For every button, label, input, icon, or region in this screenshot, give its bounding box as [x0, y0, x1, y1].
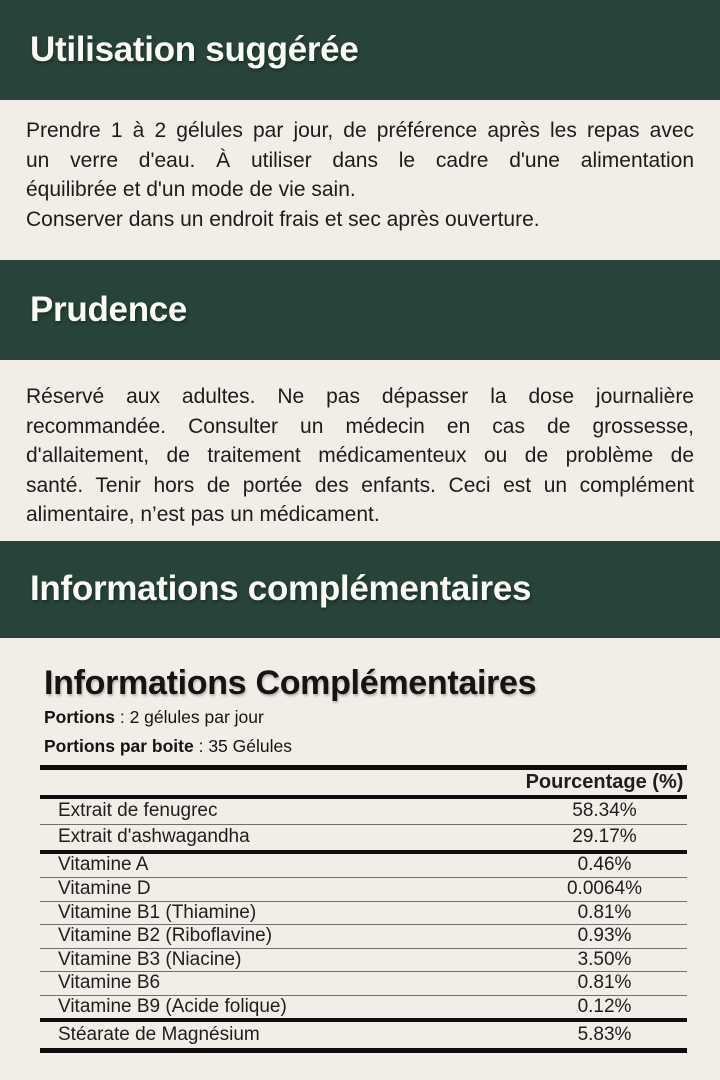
ingredient-percentage: 58.34%: [572, 800, 637, 822]
table-row: [40, 948, 687, 972]
facts-table-section: [40, 799, 687, 854]
body-text-line: Prendre 1 à 2 gélules par jour, de préférence après les repas avec: [26, 119, 694, 142]
table-row: [40, 799, 687, 825]
ingredient-name: Vitamine B3 (Niacine): [58, 948, 242, 970]
ingredient-name: Stéarate de Magnésium: [58, 1024, 260, 1045]
body-text-line: Réservé aux adultes. Ne pas dépasser la dose journalière: [26, 385, 694, 408]
ingredient-percentage: 0.81%: [577, 972, 632, 994]
servings-per-box-value: : 35 Gélules: [193, 735, 292, 756]
servings-per-box-line: [44, 733, 680, 760]
ingredient-percentage: 0.0064%: [566, 878, 642, 900]
ingredient-percentage: 5.83%: [577, 1024, 632, 1045]
body-text-line: santé. Tenir hors de portée des enfants. Ceci est un complément: [26, 473, 694, 497]
ingredient-percentage: 29.17%: [572, 826, 637, 848]
facts-table-header: [40, 765, 687, 799]
ingredient-name: Extrait de fenugrec: [58, 800, 218, 822]
section-banner-usage: [0, 0, 720, 100]
ingredient-percentage: 0.46%: [577, 854, 632, 876]
ingredient-name: Vitamine B6: [58, 972, 161, 994]
body-text-line: alimentaire, n’est pas un médicament.: [26, 503, 380, 526]
table-row: [40, 1022, 687, 1048]
ingredient-name: Vitamine B9 (Acide folique): [58, 995, 287, 1017]
table-row: [40, 854, 687, 878]
ingredient-name: Vitamine B1 (Thiamine): [58, 901, 257, 923]
caution-text: [26, 382, 694, 530]
usage-instructions-text: [26, 116, 694, 234]
facts-table: [40, 765, 687, 1054]
ingredient-percentage: 0.81%: [577, 901, 632, 923]
body-text-line: recommandée. Consulter un médecin en cas de grossesse,: [26, 414, 694, 438]
servings-value: : 2 gélules par jour: [114, 706, 264, 727]
ingredient-name: Vitamine D: [58, 878, 151, 900]
ingredient-percentage: 0.12%: [577, 995, 632, 1017]
facts-table-section: [40, 1022, 687, 1053]
body-text-line: Conserver dans un endroit frais et sec après ouverture.: [26, 207, 540, 231]
section-banner-caution: [0, 260, 720, 360]
ingredient-percentage: 3.50%: [577, 948, 632, 970]
table-row: [40, 901, 687, 925]
servings-line: [44, 704, 680, 731]
table-row: [40, 924, 687, 948]
section-banner-additional-info-title: Informations complémentaires: [30, 569, 532, 608]
facts-table-section: [40, 854, 687, 1023]
table-row: [40, 824, 687, 850]
facts-table-body: [40, 799, 687, 1054]
ingredient-name: Extrait d'ashwagandha: [58, 826, 250, 848]
table-row: [40, 995, 687, 1019]
body-text-line: équilibrée et d'un mode de vie sain.: [26, 178, 356, 201]
body-text-line: un verre d'eau. À utiliser dans le cadre d'une alimentation: [26, 148, 694, 172]
body-text-line: d'allaitement, de traitement médicamenteux ou de problème de: [26, 444, 694, 467]
percentage-column-header: Pourcentage (%): [525, 770, 684, 793]
section-banner-additional-info: [0, 541, 720, 638]
servings-per-box-label: Portions par boite: [44, 735, 194, 756]
ingredient-name: Vitamine A: [58, 854, 149, 876]
ingredient-name: Vitamine B2 (Riboflavine): [58, 925, 273, 947]
facts-title: Informations Complémentaires: [44, 663, 537, 702]
section-banner-usage-title: Utilisation suggérée: [30, 30, 359, 69]
table-row: [40, 877, 687, 901]
table-row: [40, 971, 687, 995]
ingredient-percentage: 0.93%: [577, 925, 632, 947]
servings-label: Portions: [44, 706, 115, 727]
section-banner-caution-title: Prudence: [30, 290, 188, 329]
